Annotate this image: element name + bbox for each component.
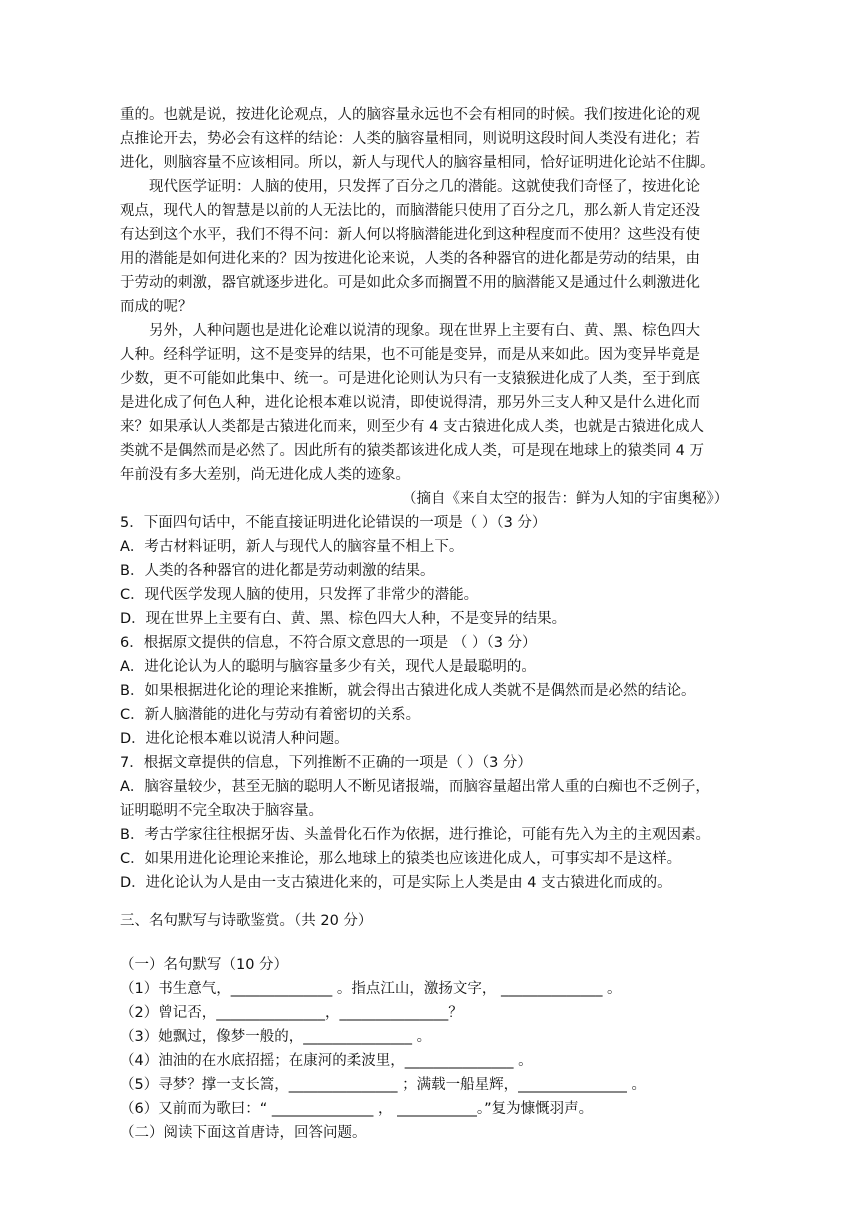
option-line: A．进化论认为人的聪明与脑容量多少有关，现代人是最聪明的。 [120,659,536,675]
option-line: C．如果用进化论理论来推论，那么地球上的猿类也应该进化成人，可事实却不是这样。 [120,851,682,867]
question-line: 7．根据文章提供的信息，下列推断不正确的一项是（ ）（3 分） [120,755,532,771]
option-line: A．脑容量较少，甚至无脑的聪明人不断见诸报端，而脑容量超出常人重的白痴也不乏例子， [120,779,710,795]
option-line: 证明聪明不完全取决于脑容量。 [120,803,323,819]
passage-line: 来？如果承认人类都是古猿进化而来，则至少有 4 支古猿进化成人类，也就是古猿进化成人 [120,419,704,435]
passage-line: 用的潜能是如何进化来的？因为按进化论来说，人类的各种器官的进化都是劳动的结果，由 [120,251,700,267]
passage-source: （摘自《来自太空的报告：鲜为人知的宇宙奥秘》） [402,491,729,507]
fill-line: （4）油油的在水底招摇；在康河的柔波里，_______________ 。 [120,1053,533,1069]
fill-line: （2）曾记否，_______________，_______________？ [120,1005,463,1021]
passage-line: 于劳动的刺激，器官就逐步进化。可是如此众多而搁置不用的脑潜能又是通过什么刺激进化 [120,275,700,291]
option-line: A．考古材料证明，新人与现代人的脑容量不相上下。 [120,539,464,555]
option-line: C．现代医学发现人脑的使用，只发挥了非常少的潜能。 [120,587,479,603]
option-line: D．进化论认为人是由一支古猿进化来的，可是实际上人类是由 4 支古猿进化而成的。 [120,875,672,891]
option-line: D．进化论根本难以说清人种问题。 [120,731,349,747]
passage-line: 类就不是偶然而是必然了。因此所有的猿类都该进化成人类，可是现在地球上的猿类同 4 万 [120,443,704,459]
fill-line: （6）又前而为歌曰：“ ______________ ， ___________。”复为慷慨羽声。 [120,1101,594,1117]
fill-line: （5）寻梦？撑一支长篙，_______________ ；满载一船星辉，_______________ 。 [120,1077,646,1093]
passage-line: 另外，人种问题也是进化论难以说清的现象。现在世界上主要有白、黄、黑、棕色四大 [149,323,700,339]
passage-line: 点推论开去，势必会有这样的结论：人类的脑容量相同，则说明这段时间人类没有进化；若 [120,131,700,147]
passage-line: 观点，现代人的智慧是以前的人无法比的，而脑潜能只使用了百分之几，那么新人肯定还没 [120,203,700,219]
passage-line: 现代医学证明：人脑的使用，只发挥了百分之几的潜能。这就使我们奇怪了，按进化论 [149,179,700,195]
subsection-heading: （一）名句默写（10 分） [120,957,289,973]
section-heading: 三、名句默写与诗歌鉴赏。（共 20 分） [120,913,373,929]
passage-line: 有达到这个水平，我们不得不问：新人何以将脑潜能进化到这种程度而不使用？这些没有使 [120,227,700,243]
option-line: B．如果根据进化论的理论来推断，就会得出古猿进化成人类就不是偶然而是必然的结论。 [120,683,696,699]
passage-line: 年前没有多大差别，尚无进化成人类的迹象。 [120,467,410,483]
fill-line: （1）书生意气，______________ 。指点江山，激扬文字， ______________ 。 [120,981,622,997]
option-line: C．新人脑潜能的进化与劳动有着密切的关系。 [120,707,421,723]
passage-line: 重的。也就是说，按进化论观点，人的脑容量永远也不会有相同的时候。我们按进化论的观 [120,107,700,123]
passage-line: 进化，则脑容量不应该相同。所以，新人与现代人的脑容量相同，恰好证明进化论站不住脚。 [120,155,715,171]
fill-line: （3）她飘过，像梦一般的，_______________ 。 [120,1029,432,1045]
subsection-heading: （二）阅读下面这首唐诗，回答问题。 [120,1125,367,1141]
question-line: 6．根据原文提供的信息，不符合原文意思的一项是 （ ）（3 分） [120,635,537,651]
passage-line: 少数，更不可能如此集中、统一。可是进化论则认为只有一支猿猴进化成了人类，至于到底 [120,371,700,387]
option-line: B．人类的各种器官的进化都是劳动刺激的结果。 [120,563,435,579]
question-line: 5．下面四句话中，不能直接证明进化论错误的一项是（ ）（3 分） [120,515,547,531]
option-line: B．考古学家往往根据牙齿、头盖骨化石作为依据，进行推论，可能有先入为主的主观因素。 [120,827,710,843]
passage-line: 而成的呢？ [120,299,193,315]
option-line: D．现在世界上主要有白、黄、黑、棕色四大人种，不是变异的结果。 [120,611,567,627]
passage-line: 是进化成了何色人种，进化论根本难以说清，即使说得清，那另外三支人种又是什么进化而 [120,395,700,411]
passage-line: 人种。经科学证明，这不是变异的结果，也不可能是变异，而是从来如此。因为变异毕竟是 [120,347,700,363]
